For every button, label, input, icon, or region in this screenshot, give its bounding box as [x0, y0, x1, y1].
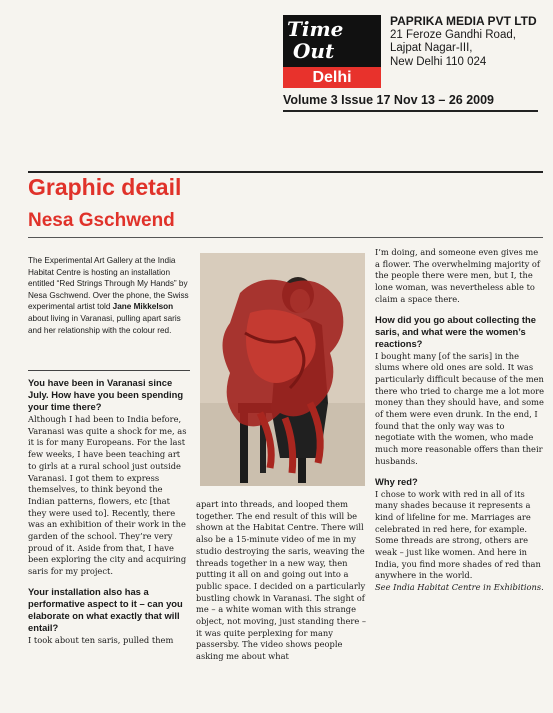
publisher-name: PAPRIKA MEDIA PVT LTD: [390, 14, 537, 28]
headline-divider: [28, 237, 543, 238]
artist-photo: [200, 253, 365, 486]
logo-black-block: [283, 15, 381, 67]
logo-city: Delhi: [283, 67, 381, 88]
column-1: [28, 377, 190, 647]
column-3: [375, 247, 545, 594]
interviewer-name: Jane Mikkelson: [112, 302, 174, 312]
masthead-divider: [283, 110, 538, 112]
question: How did you go about collecting the saris, and what were the women’s reactions?: [375, 313, 536, 349]
question: Why red?: [375, 475, 418, 487]
time-out-delhi-logo: [283, 15, 381, 88]
logo-word-out: Out: [293, 39, 335, 63]
intro-paragraph: [28, 255, 190, 336]
answer: I took about ten saris, pulled them: [28, 634, 174, 645]
column-2: [196, 499, 371, 663]
address-line: Lajpat Nagar-III,: [390, 42, 473, 54]
answer: I chose to work with red in all of its many shades because it represents a kind of lifeline for me. Marriages are celebrated in red here, for example. Some threads are strong, others are weak – just like women. And here in India, you find more shades of red than anywhere in the world.: [375, 488, 541, 581]
answer-continued: I’m doing, and someone even gives me a flower. The overwhelming majority of the people there were men, but I, the lone woman, was nevertheless able to claim a space there.: [375, 247, 540, 304]
question: Your installation also has a performative aspect to it – can you elaborate on what exactly that will entail?: [28, 585, 183, 633]
intro-text: The Experimental Art Gallery at the India Habitat Centre is hosting an installation entitled “Red Strings Through My Hands” by Nesa Gschwend. Over the phone, the Swiss experimental artist told: [28, 256, 189, 312]
logo-word-time: Time: [287, 17, 344, 41]
photo-illustration: [200, 253, 365, 486]
footer-note: See India Habitat Centre in Exhibitions.: [375, 582, 544, 593]
address-line: 21 Feroze Gandhi Road,: [390, 28, 516, 41]
address-line: New Delhi 110 024: [390, 55, 487, 68]
issue-line: Volume 3 Issue 17 Nov 13 – 26 2009: [283, 93, 495, 107]
section-title: Graphic detail: [28, 174, 182, 200]
answer: I bought many [of the saris] in the slums where old ones are sold. It was particularly difficult because of the men there who tried to charge me a lot more money than they should have, and some of them were even drunk. In the end, I found that the only way was to negotiate with the women, who made much more reasonable offers than their husbands.: [375, 350, 545, 466]
publisher-address: [390, 15, 550, 69]
intro-divider: [28, 370, 190, 371]
section-divider: [28, 171, 543, 173]
artist-name: Nesa Gschwend: [28, 210, 175, 231]
intro-text: about living in Varanasi, pulling apart saris and her relationship with the colour red.: [28, 313, 181, 335]
question: You have been in Varanasi since July. How have you been spending your time there?: [28, 377, 184, 412]
answer: Although I had been to India before, Varanasi was quite a shock for me, as it is for many Europeans. For the last few weeks, I have been teaching art to girls at a rural school just outside Varanasi. I got them to express themselves, to think beyond the Indian patterns, flowers, etc [that they were used to]. Recently, there was an exhibition of their work in the garden of the school. They’re very proud of it. Aside from that, I have been exploring the city and acquiring saris for my project.: [28, 414, 187, 577]
answer-continued: apart into threads, and looped them together. The end result of this will be shown at the Habitat Centre. There will also be a 15-minute video of me in my studio destroying the saris, weaving the threads together in a new way, then putting it all on and going out into a public space. I decided on a particularly bustling chowk in Varanasi. The sight of me – a white woman with this strange object, not moving, just standing there – it was quite perplexing for many passersby. The video shows people asking me about what: [196, 499, 367, 662]
